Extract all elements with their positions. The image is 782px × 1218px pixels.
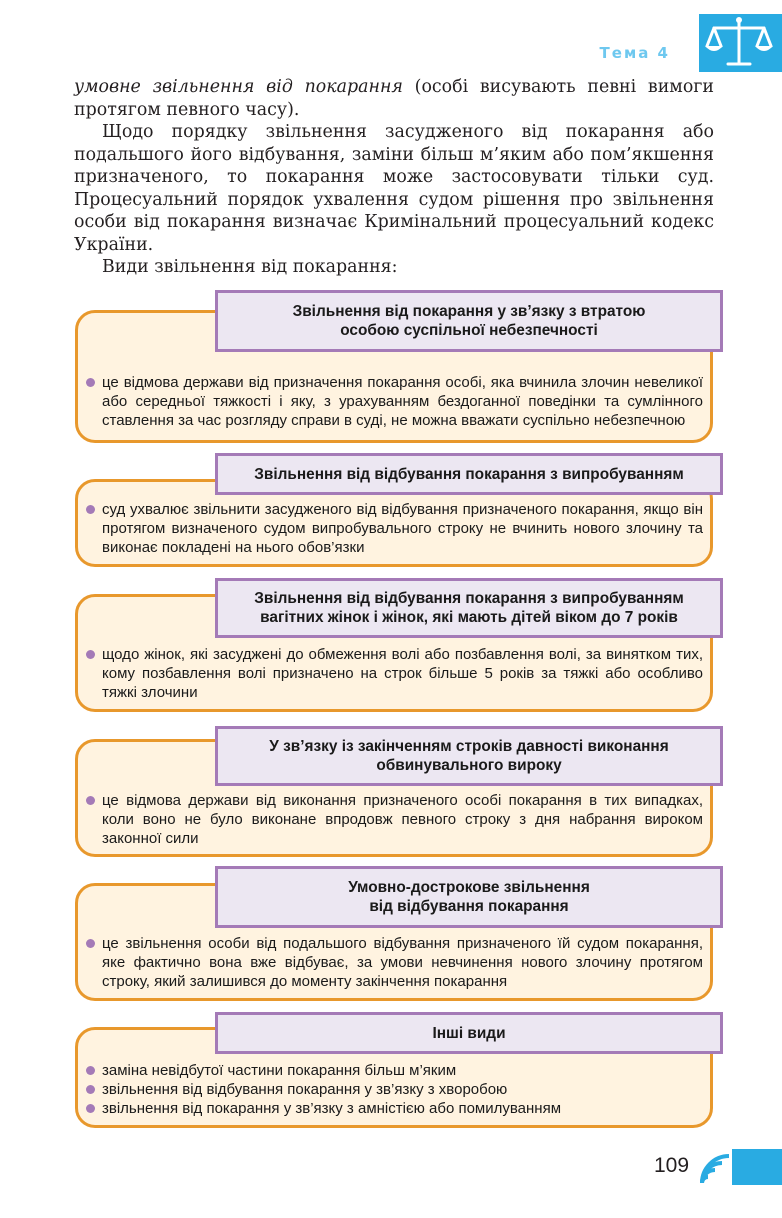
block-title: У зв’язку із закінченням строків давності виконання обвинувального вироку bbox=[215, 726, 723, 786]
paragraph-3: Види звільнення від покарання: bbox=[102, 257, 398, 277]
italic-term: умовне звільнення від покарання bbox=[74, 77, 403, 97]
paragraph-2: Щодо порядку звільнення засудженого від покарання або подальшого його відбування, заміни більш м’яким або пом’якшення призначеного, то покарання може застосовувати тільки суд. Процесуальний порядок ухвалення судом рішення про звільнення особи від покарання визначає Кримінальний процесуальний кодекс України. bbox=[74, 122, 714, 255]
block-description bbox=[75, 500, 713, 557]
release-type-block bbox=[75, 290, 713, 443]
block-title: Інші види bbox=[215, 1012, 723, 1054]
bullet-item: звільнення від покарання у зв’язку з амністією або помилуванням bbox=[75, 1099, 713, 1118]
bullet-item: це звільнення особи від подальшого відбування призначеного їй судом покарання, яке фактично вона вже відбуває, за умови невчинення нового злочину протягом строку, який залишився до моменту закінчення покарання bbox=[75, 934, 713, 991]
release-type-block bbox=[75, 578, 713, 712]
bullet-item: це відмова держави від виконання призначеного особі покарання в тих випадках, коли воно не було виконане впродовж певного строку з дня набрання вироком законної сили bbox=[75, 791, 713, 848]
bullet-item: це відмова держави від призначення покарання особі, яка вчинила злочин невеликої або середньої тяжкості і яку, з урахуванням бездоганної поведінки та сумлінного ставлення за час розгляду справи в суді, не можна вважати суспільно небезпечною bbox=[75, 373, 713, 430]
block-description bbox=[75, 934, 713, 991]
block-description bbox=[75, 373, 713, 430]
release-type-block bbox=[75, 453, 713, 567]
block-title: Умовно-дострокове звільнення від відбування покарання bbox=[215, 866, 723, 928]
bullet-item: заміна невідбутої частини покарання більш м’яким bbox=[75, 1061, 713, 1080]
signal-waves-icon bbox=[698, 1149, 782, 1185]
bullet-item: суд ухвалює звільнити засудженого від відбування призначеного покарання, якщо він протягом визначеного судом випробувального строку не вчинить нового злочину та виконає покладені на нього обов’язки bbox=[75, 500, 713, 557]
scales-of-justice-icon bbox=[702, 14, 776, 72]
topic-label: Тема 4 bbox=[599, 44, 670, 62]
release-type-block bbox=[75, 866, 713, 1001]
block-description bbox=[75, 791, 713, 848]
block-description bbox=[75, 1061, 713, 1118]
page-number: 109 bbox=[654, 1154, 690, 1177]
body-text bbox=[74, 76, 714, 279]
block-title: Звільнення від відбування покарання з випробуванням bbox=[215, 453, 723, 495]
release-type-block bbox=[75, 726, 713, 857]
paragraph-1-rest: (особі висувають певні вимоги протягом певного часу). bbox=[74, 77, 714, 120]
bullet-item: звільнення від відбування покарання у зв’язку з хворобою bbox=[75, 1080, 713, 1099]
block-description bbox=[75, 645, 713, 702]
block-title: Звільнення від відбування покарання з випробуванням вагітних жінок і жінок, які мають дітей віком до 7 років bbox=[215, 578, 723, 638]
release-type-block bbox=[75, 1012, 713, 1128]
bullet-item: щодо жінок, які засуджені до обмеження волі або позбавлення волі, за винятком тих, кому позбавлення волі призначено на строк більше 5 років за тяжкі або особливо тяжкі злочини bbox=[75, 645, 713, 702]
block-title: Звільнення від покарання у зв’язку з втратою особою суспільної небезпечності bbox=[215, 290, 723, 352]
paragraph-1 bbox=[74, 76, 714, 121]
